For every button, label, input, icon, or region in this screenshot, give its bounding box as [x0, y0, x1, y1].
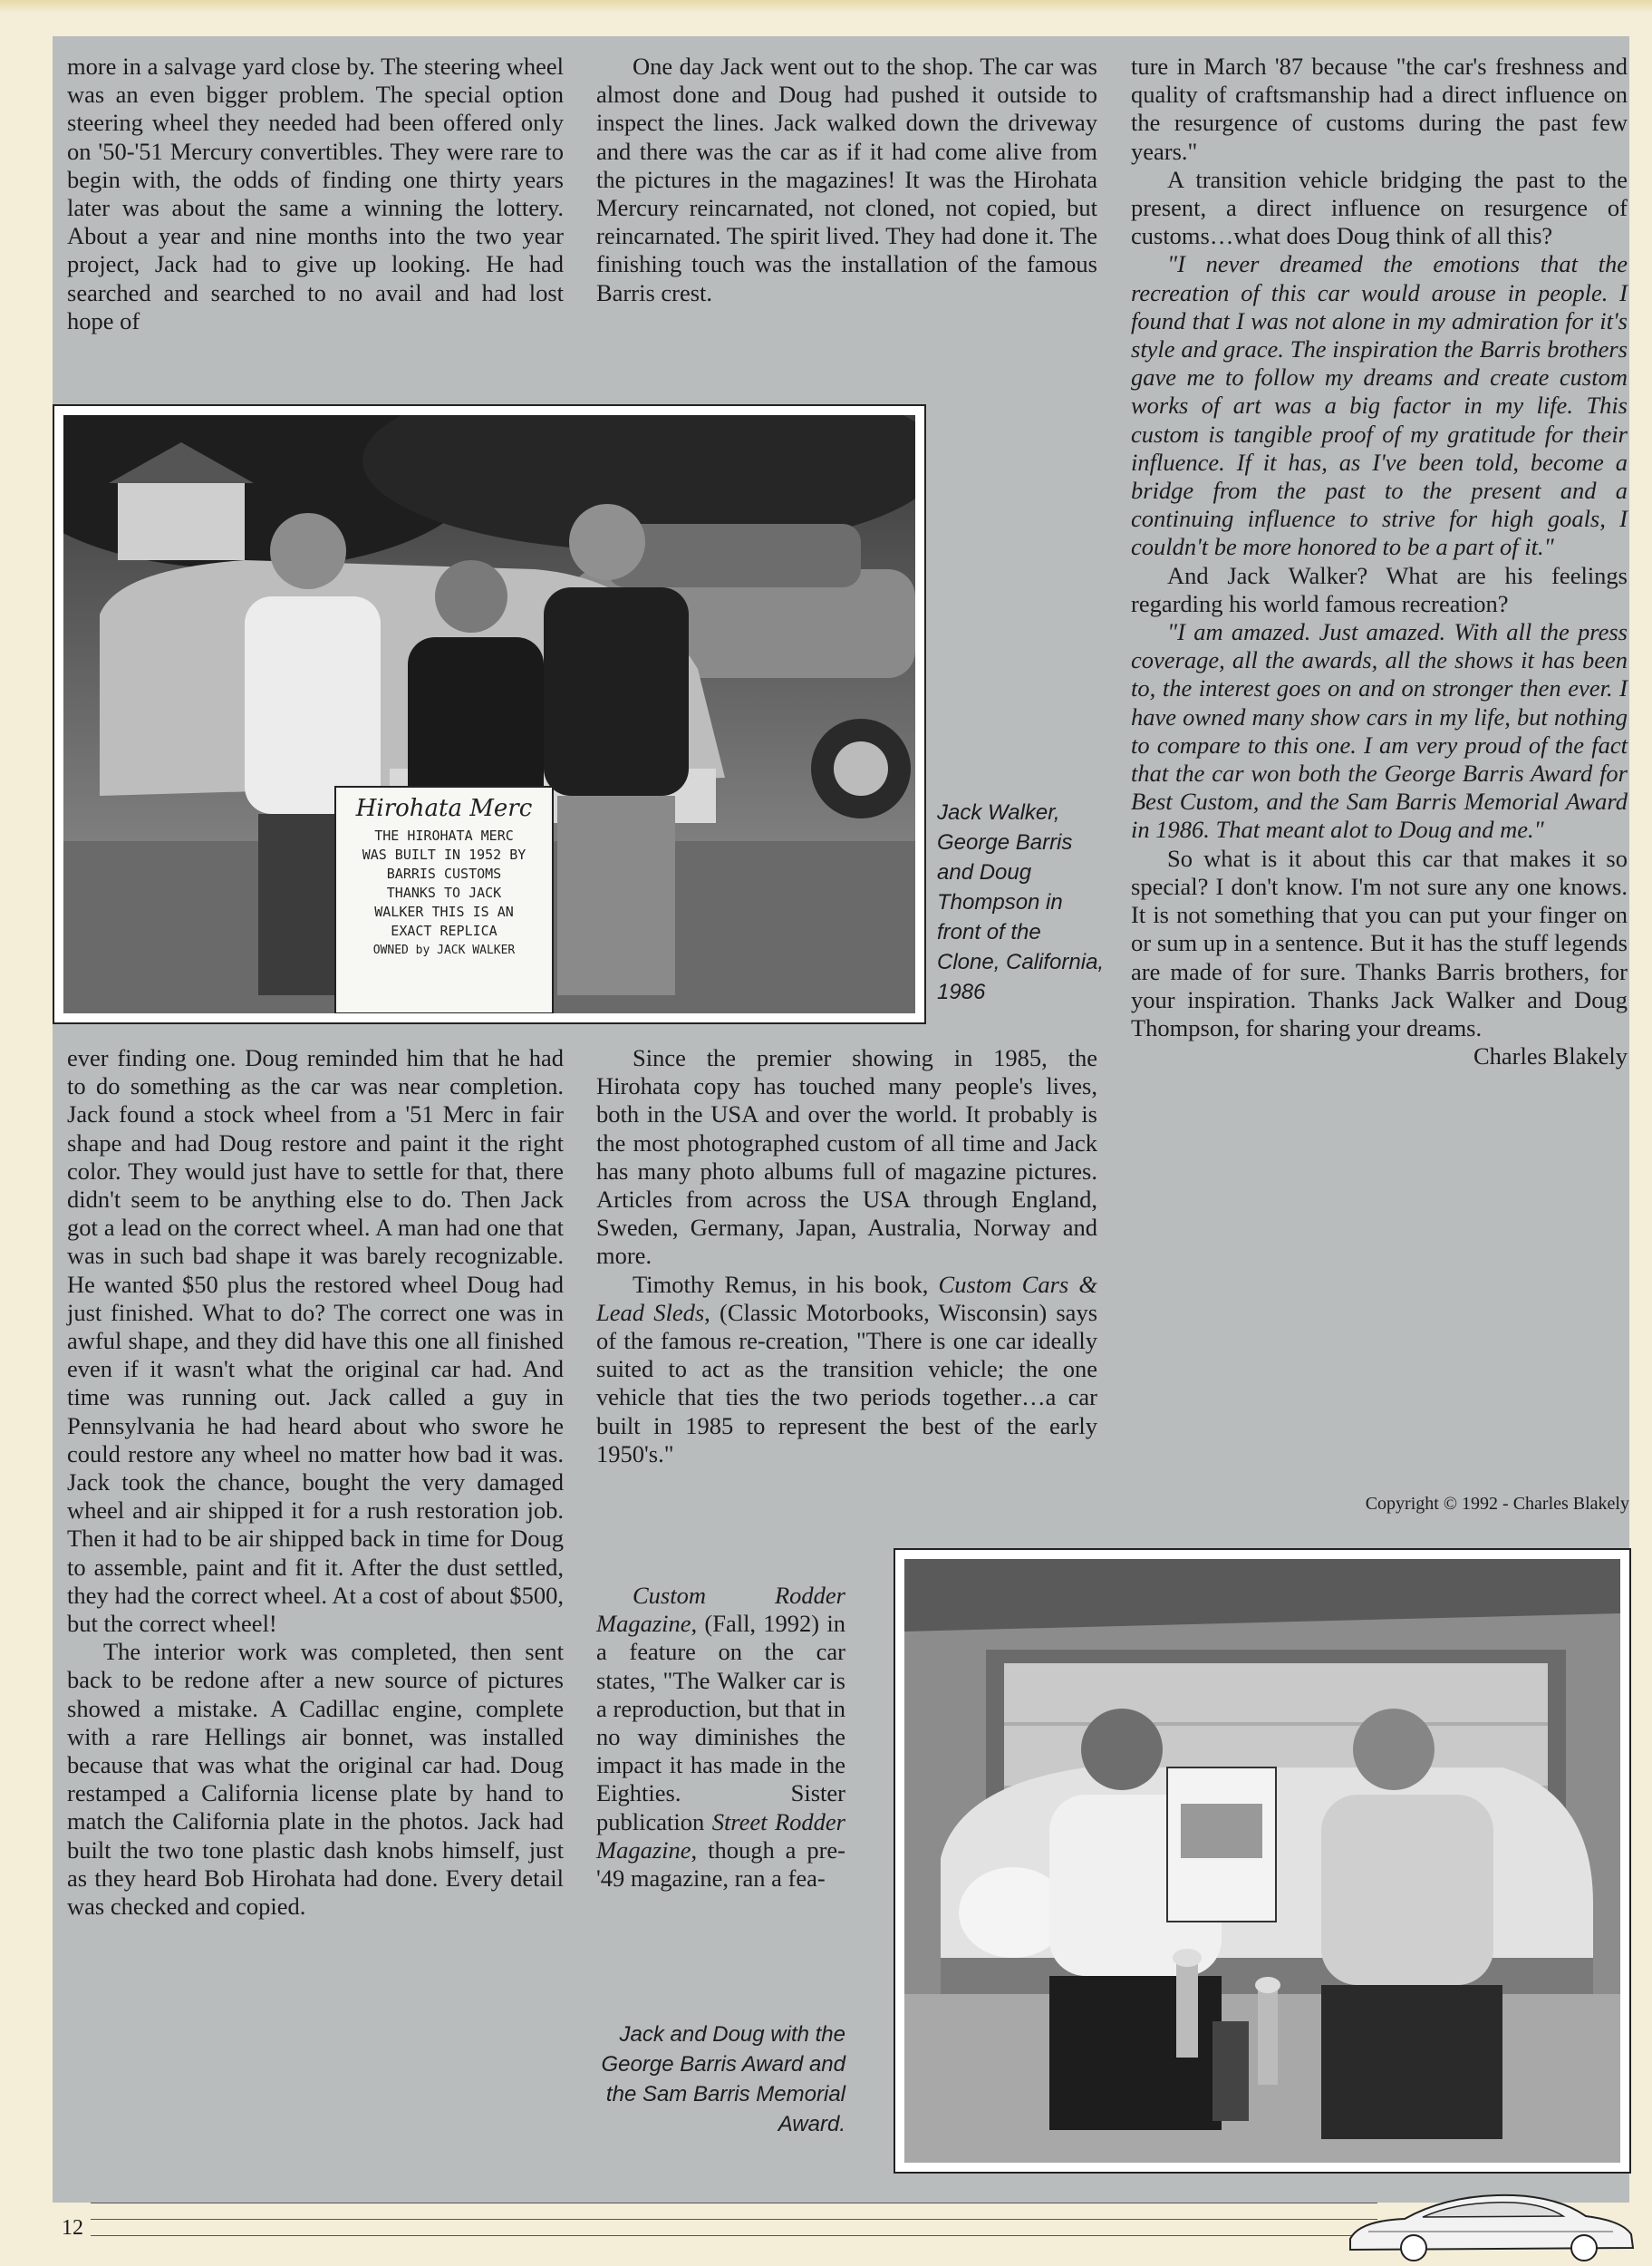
col1-top-paragraph: more in a salvage yard close by. The steering wheel was an even bigger problem. The special option steering wheel they needed had been offered only on '50-'51 Mercury convertibles. They were rare to begin with, the odds of finding one thirty years later was about the same a winning the lottery. About a year and nine months into the two year project, Jack had to give up looking. He had searched and searched to no avail and had lost hope of: [67, 53, 564, 334]
col3-paragraph-1: ture in March '87 because "the car's freshness and quality of craftsmanship had a direct influence on the resurgence of customs during the past few years.": [1131, 53, 1628, 165]
column-1-top: [67, 53, 564, 335]
sign-line: WAS BUILT IN 1952 BY: [362, 847, 527, 863]
footer-rule: [91, 2219, 1377, 2220]
scan-edge: [0, 0, 1652, 13]
col1-bottom-paragraph-2: The interior work was completed, then sent back to be redone after a new source of pictures showed a mistake. A Cadillac engine, complete with a rare Hellings air bonnet, was installed because that was what the original car had. Doug restamped a California license plate by hand to match the California plate in the photos. Jack had built the two tone plastic dash knobs himself, just as they heard Bob Hirohata had done. Every detail was checked and copied.: [67, 1638, 564, 1921]
photo-1-image: [63, 415, 915, 1013]
magazine-title-street-rodder: Street Rodder Magazine: [596, 1807, 845, 1864]
col3-paragraph-4: And Jack Walker? What are his feelings regarding his world famous recreation?: [1131, 561, 1628, 617]
sign-line: THANKS TO JACK: [386, 885, 502, 901]
sign-line: EXACT REPLICA: [391, 923, 498, 939]
photo-1-sign: [339, 790, 549, 960]
col2-p1-text: Since the premier showing in 1985, the Hirohata copy has touched many people's lives, both in the USA and over the world. It probably is the most photographed custom of all time and Jack has many photo albums full of magazine pictures. Articles from across the USA through England, Sweden, Germany, Japan, Australia, Norway and more.: [596, 1044, 1097, 1270]
column-2-bottom: [596, 1044, 1097, 1468]
col2-top-paragraph: One day Jack went out to the shop. The car was almost done and Doug had pushed it outside to inspect the lines. Jack walked down the driveway and there was the car as if it had come alive from the pictures in the magazines! It was the Hirohata Mercury reincarnated, not cloned, not copied, but reincarnated. The spirit lived. They had done it. The finishing touch was the installation of the famous Barris crest.: [596, 53, 1097, 306]
photo-jack-and-doug-awards: [894, 1548, 1631, 2174]
photo-2-illustration: [904, 1559, 1620, 2163]
sign-line: OWNED by JACK WALKER: [372, 944, 516, 957]
sign-line: BARRIS CUSTOMS: [386, 866, 502, 882]
column-2-top: [596, 53, 1097, 307]
col3-paragraph-2: A transition vehicle bridging the past to the present, a direct influence on resurgence of customs…what does Doug think of all this?: [1131, 165, 1628, 250]
photo-2-image: [904, 1559, 1620, 2163]
column-1-bottom: [67, 1044, 564, 1921]
magazine-title-custom-rodder: Custom Rodder Magazine: [596, 1582, 845, 1638]
col3-doug-quote: "I never dreamed the emotions that the recreation of this car would arouse in people. I found that I was not alone in my admiration for it's style and grace. The inspiration the Barris brothers gave me to follow my dreams and create custom works of art was a big factor in my life. This custom is tangible proof of my gratitude for their influence. If it has, as I've been told, become a bridge from the past to the present and a continuing influence to strive for high goals, I couldn't be more honored to be a part of it.": [1131, 250, 1628, 561]
photo-2-caption: Jack and Doug with the George Barris Award and the Sam Barris Memorial Award.: [601, 2022, 845, 2136]
sign-line: WALKER THIS IS AN: [374, 904, 514, 920]
copyright-notice: Copyright © 1992 - Charles Blakely: [1365, 1494, 1629, 1514]
col2-p3-text-b: , (Fall, 1992) in a feature on the car states, "The Walker car is a reproduction, but that in no way diminishes the impact it has made in the Eighties. Sister publication: [596, 1610, 845, 1835]
photo-1-caption: Jack Walker, George Barris and Doug Thompson in front of the Clone, California, 1986: [937, 800, 1105, 1004]
column-3: [1131, 53, 1628, 1070]
col3-jack-quote: "I am amazed. Just amazed. With all the press coverage, all the awards, all the shows it has been to, the interest goes on and on stronger then ever. I have owned many show cars in my life, but nothing to compare to this one. I am very proud of the fact that the car won both the George Barris Award for Best Custom, and the Sam Barris Memorial Award in 1986. That meant alot to Doug and me.": [1131, 618, 1628, 844]
book-title: Custom Cars & Lead Sleds: [596, 1270, 1097, 1326]
footer-rule: [91, 2235, 1377, 2236]
col2-p2-text-a: Timothy Remus, in his book,: [633, 1270, 939, 1298]
photo-walker-barris-thompson: [53, 404, 926, 1024]
col1-bottom-paragraph-1: ever finding one. Doug reminded him that he had to do something as the car was near completion. Jack found a stock wheel from a '51 Merc in fair shape and had Doug restore and paint it the right color. They would just have to settle for that, there didn't seem to be anything else to do. Then Jack got a lead on the correct wheel. A man had one that was in such bad shape it was barely recognizable. He wanted $50 plus the restored wheel Doug had just finished. What to do? The correct one was in awful shape, and they did have this one all finished even if it wasn't what the original car had. And time was running out. Jack called a guy in Pennsylvania he had heard about who swore he could restore any wheel no matter how bad it was. Jack took the chance, bought the very damaged wheel and air shipped it for a rush restoration job. Then it had to be air shipped back in time for Doug to assemble, paint and fit it. After the dust settled, they had the correct wheel. At a cost of about $500, but the correct wheel!: [67, 1044, 564, 1638]
col2-bottom-paragraph-2: [596, 1271, 1097, 1468]
page-number: 12: [62, 2216, 83, 2240]
sign-line: THE HIROHATA MERC: [374, 828, 514, 844]
col2-p2-text-c: , (Classic Motorbooks, Wisconsin) says of the famous re-creation, "There is one car ideally suited to act as the transition vehicle; the one vehicle that ties the two periods together…a car built in 1985 to represent the best of the early 1950's.": [596, 1298, 1098, 1467]
col2-bottom-paragraph-1: [596, 1044, 1097, 1271]
column-2-narrow: [596, 1582, 845, 1893]
col2-bottom-paragraph-3: [596, 1582, 845, 1893]
author-signature: Charles Blakely: [1473, 1042, 1628, 1070]
car-silhouette-logo: [1341, 2175, 1640, 2261]
col3-paragraph-6: So what is it about this car that makes it so special? I don't know. I'm not sure any one knows. It is not something that you can put your finger on or sum up in a sentence. But it has the stuff legends are made of for sure. Thanks Barris brothers, for your inspiration. Thanks Jack Walker and Doug Thompson, for sharing your dreams.: [1131, 844, 1628, 1041]
sign-title: Hirohata Merc: [355, 795, 533, 822]
col2-p3-text-d: , though a pre-'49 magazine, ran a fea-: [596, 1835, 845, 1893]
